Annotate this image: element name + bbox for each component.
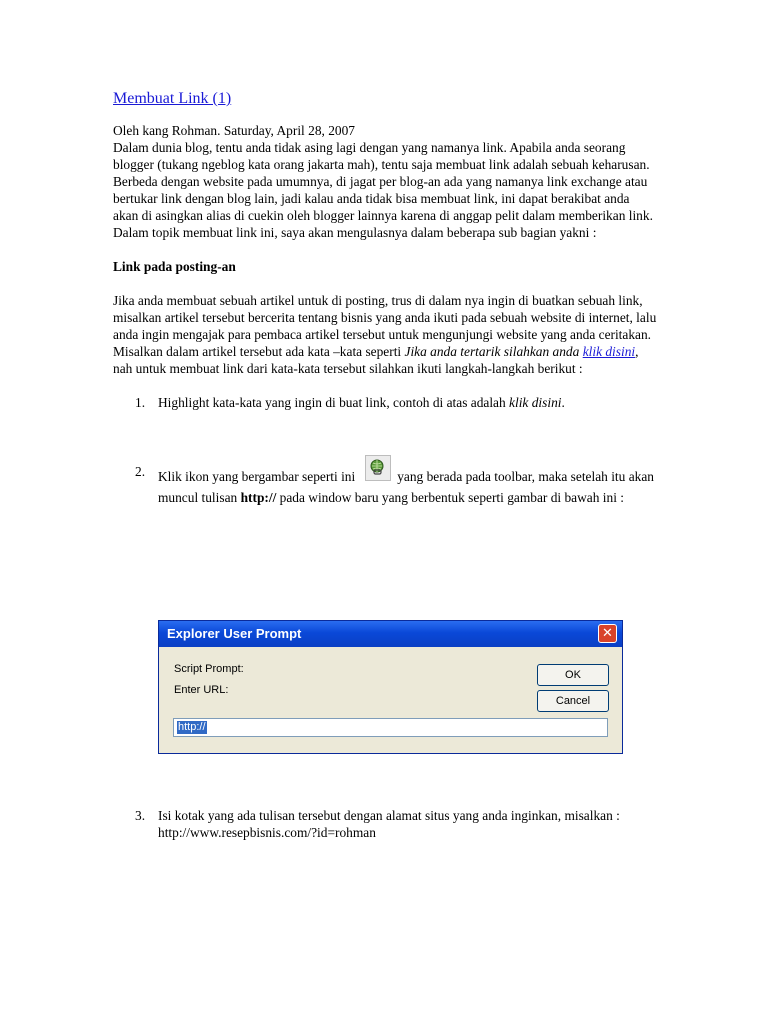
step-text-end: pada window baru yang berbentuk seperti gambar di bawah ini : <box>276 490 624 505</box>
klik-disini-link[interactable]: klik disini <box>582 344 636 359</box>
script-prompt-label: Script Prompt: <box>174 663 244 675</box>
step-text-after-icon: yang berada pada toolbar, maka setelah itu akan muncul tulisan <box>158 469 654 505</box>
step-text: Isi kotak yang ada tulisan tersebut dengan alamat situs yang anda inginkan, misalkan : http://www.resepbisnis.com/?id=rohman <box>158 808 620 840</box>
step-2 <box>113 463 658 506</box>
step-3 <box>113 807 658 841</box>
hyperlink-icon <box>365 455 391 481</box>
step-suffix: . <box>561 395 565 410</box>
steps-list-continued <box>113 807 658 841</box>
url-input-value: http:// <box>178 721 206 733</box>
ok-button[interactable]: OK <box>537 664 609 686</box>
step-1 <box>113 394 658 411</box>
explorer-user-prompt-dialog <box>158 620 623 754</box>
para-text-after: , nah untuk membuat link dari kata-kata tersebut silahkan ikuti langkah-langkah berikut : <box>113 344 639 376</box>
cancel-button[interactable]: Cancel <box>537 690 609 712</box>
document-page <box>113 90 658 506</box>
step-number: 2. <box>135 464 146 479</box>
enter-url-label: Enter URL: <box>174 684 229 696</box>
byline: Oleh kang Rohman. Saturday, April 28, 2007 <box>113 123 355 138</box>
step-italic: klik disini <box>509 395 562 410</box>
dialog-title: Explorer User Prompt <box>167 626 302 641</box>
steps-continued <box>113 807 658 841</box>
dialog-titlebar[interactable] <box>159 621 622 647</box>
step-text: Highlight kata-kata yang ingin di buat link, contoh di atas adalah <box>158 395 510 410</box>
url-input[interactable] <box>173 718 608 737</box>
steps-list <box>113 394 658 506</box>
posting-paragraph <box>113 292 658 377</box>
page-title[interactable]: Membuat Link (1) <box>113 90 232 107</box>
close-icon: ✕ <box>602 625 613 640</box>
step-number: 1. <box>135 395 146 410</box>
step-text: Klik ikon yang bergambar seperti ini <box>158 469 356 484</box>
step-number: 3. <box>135 808 146 823</box>
close-button[interactable] <box>598 624 617 643</box>
section-heading: Link pada posting-an <box>113 259 236 274</box>
step-bold: http:// <box>240 490 277 505</box>
intro-paragraph: Dalam dunia blog, tentu anda tidak asing lagi dengan yang namanya link. Apabila anda seorang blogger (tukang ngeblog kata orang jakarta mah), tentu saja membuat link adalah sebuah keharusan. Berbeda dengan website pada umumnya, di jagat per blog-an ada yang namanya link exchange atau bertukar link dengan blog lain, jadi kalau anda tidak bisa membuat link, ini dapat berakibat anda akan di asingkan alias di cuekin oleh blogger lainnya karena di anggap pelit dalam memberikan link. Dalam topik membuat link ini, saya akan mengulasnya dalam beberapa sub bagian yakni : <box>113 140 653 240</box>
para-italic-phrase: Jika anda tertarik silahkan anda <box>404 344 580 359</box>
para-text-before: Jika anda membuat sebuah artikel untuk di posting, trus di dalam nya ingin di buatkan sebuah link, misalkan artikel tersebut bercerita tentang bisnis yang anda ikuti pada sebuah website di internet, lalu anda ingin mengajak para pembaca artikel tersebut untuk mengunjungi website yang anda ceritakan. Misalkan dalam artikel tersebut ada kata –kata seperti <box>113 293 657 359</box>
